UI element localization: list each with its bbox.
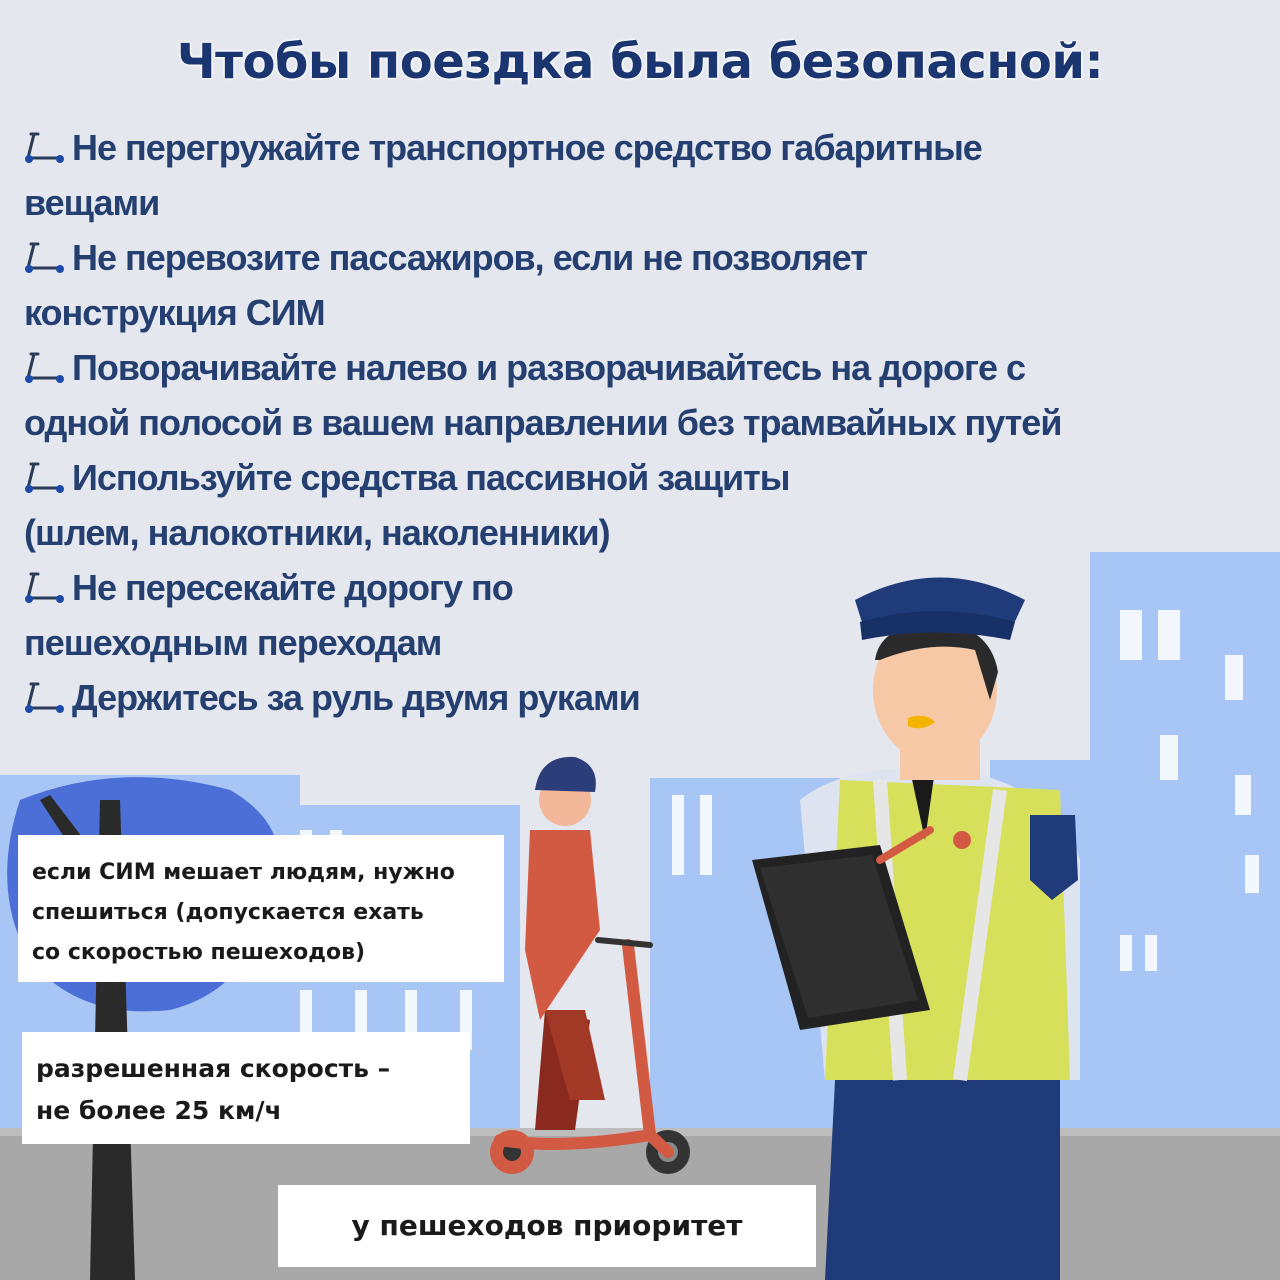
rule-line-1: Поворачивайте налево и разворачивайтесь на дороге с [72, 347, 1025, 388]
rule-line-2: одной полосой в вашем направлении без трамвайных путей [24, 402, 1062, 443]
card-text-line: не более 25 км/ч [36, 1096, 282, 1125]
rule-line-2: (шлем, налокотники, наколенники) [24, 512, 610, 553]
rule-line-1: Держитесь за руль двумя руками [72, 677, 640, 718]
rule-item [24, 230, 1264, 340]
card-text-line: если СИМ мешает людям, нужно [32, 860, 455, 885]
dismount-info-card [18, 835, 504, 982]
pedestrian-priority-card [278, 1185, 816, 1267]
rule-line-2: пешеходным переходам [24, 622, 442, 663]
rule-line-1: Не перевозите пассажиров, если не позволяет [72, 237, 867, 278]
card-text-line: у пешеходов приоритет [351, 1209, 743, 1242]
page-title: Чтобы поездка была безопасной: [176, 34, 1104, 90]
rule-item [24, 120, 1264, 230]
rule-line-2: вещами [24, 182, 160, 223]
card-text-line: спешиться (допускается ехать [32, 900, 424, 925]
rule-line-2: конструкция СИМ [24, 292, 325, 333]
rule-line-1: Не перегружайте транспортное средство габаритные [72, 127, 982, 168]
scooter-icon [24, 240, 68, 274]
speed-limit-card [22, 1032, 470, 1144]
rule-line-1: Используйте средства пассивной защиты [72, 457, 790, 498]
card-text-line: со скоростью пешеходов) [32, 940, 366, 965]
card-text-line: разрешенная скорость – [36, 1054, 391, 1083]
rule-line-1: Не пересекайте дорогу по [72, 567, 513, 608]
scooter-icon [24, 350, 68, 384]
scooter-icon [24, 460, 68, 494]
scooter-icon [24, 130, 68, 164]
rule-item [24, 340, 1264, 450]
